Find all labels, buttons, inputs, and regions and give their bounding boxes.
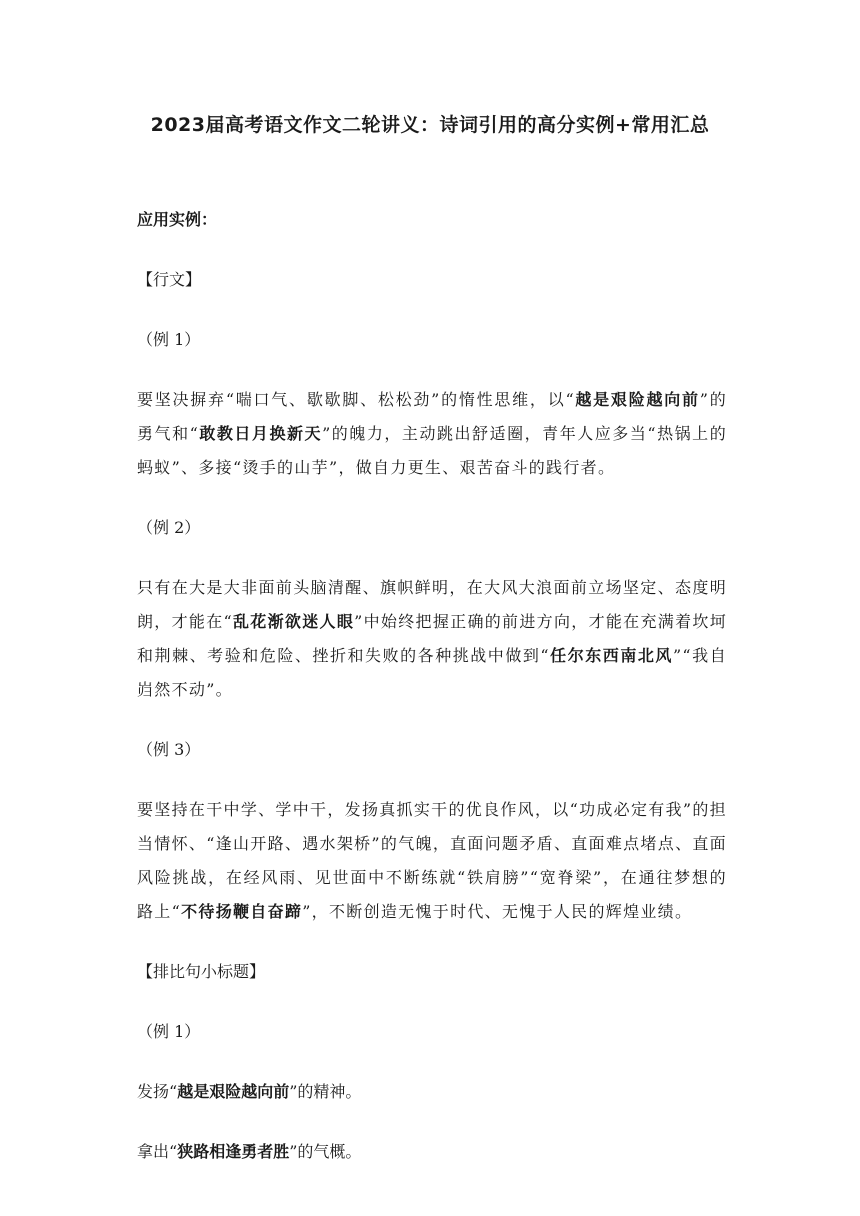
bold-quote: 任尔东西南北风 (549, 646, 673, 665)
text-span: ”的魄力，主动跳出舒适圈，青年人应多当“热锅上的蚂蚁”、多接“烫手的山芋”，做自力更生、艰苦奋斗的践行者。 (137, 424, 727, 477)
document-body (137, 203, 727, 1169)
xingwen-example-2-paragraph (137, 571, 727, 707)
paibi-example-1-label: （例 1） (137, 1022, 201, 1041)
bold-quote: 越是艰险越向前 (177, 1082, 290, 1101)
xingwen-example-1-label: （例 1） (137, 330, 201, 349)
text-span: 要坚持在干中学、学中干，发扬真抓实干的优良作风，以“功成必定有我”的担当情怀、“逢山开路、遇水架桥”的气魄，直面问题矛盾、直面难点堵点、直面风险挑战，在经风雨、见世面中不断练就“铁肩膀”“宽脊梁”，在通往梦想的路上“ (137, 800, 727, 921)
text-span: 要坚决摒弃“喘口气、歇歇脚、松松劲”的惰性思维，以“ (137, 390, 575, 409)
bold-quote: 敢教日月换新天 (199, 424, 323, 443)
text-span: ”，不断创造无愧于时代、无愧于人民的辉煌业绩。 (302, 902, 693, 921)
text-span: ”的精神。 (289, 1082, 362, 1101)
bold-quote: 不待扬鞭自奋蹄 (181, 902, 303, 921)
xingwen-example-1-paragraph (137, 383, 727, 485)
paibi-line-1 (137, 1075, 727, 1109)
text-span: 只有在大是大非面前头脑清醒、旗帜鲜明，在大风大浪面前立场坚定、态度明朗，才能在“ (137, 578, 727, 631)
section-heading: 应用实例： (137, 210, 218, 229)
xingwen-example-2-label: （例 2） (137, 518, 201, 537)
paibi-line-2 (137, 1135, 727, 1169)
text-span: 发扬“ (137, 1082, 178, 1101)
bold-quote: 狭路相逢勇者胜 (177, 1142, 290, 1161)
bold-quote: 乱花渐欲迷人眼 (233, 612, 355, 631)
bold-quote: 越是艰险越向前 (574, 390, 700, 409)
xingwen-label: 【行文】 (137, 270, 202, 289)
text-span: ”的勇气和“ (137, 390, 727, 443)
text-span: ”的气概。 (289, 1142, 362, 1161)
text-span: 拿出“ (137, 1142, 178, 1161)
xingwen-example-3-paragraph (137, 793, 727, 929)
xingwen-example-3-label: （例 3） (137, 740, 201, 759)
text-span: ”“我自岿然不动”。 (137, 646, 727, 699)
page-title: 2023届高考语文作文二轮讲义：诗词引用的高分实例+常用汇总 (150, 114, 710, 136)
text-span: ”中始终把握正确的前进方向，才能在充满着坎坷和荆棘、考验和危险、挫折和失败的各种挑战中做到“ (137, 612, 727, 665)
paibi-label: 【排比句小标题】 (137, 962, 266, 981)
